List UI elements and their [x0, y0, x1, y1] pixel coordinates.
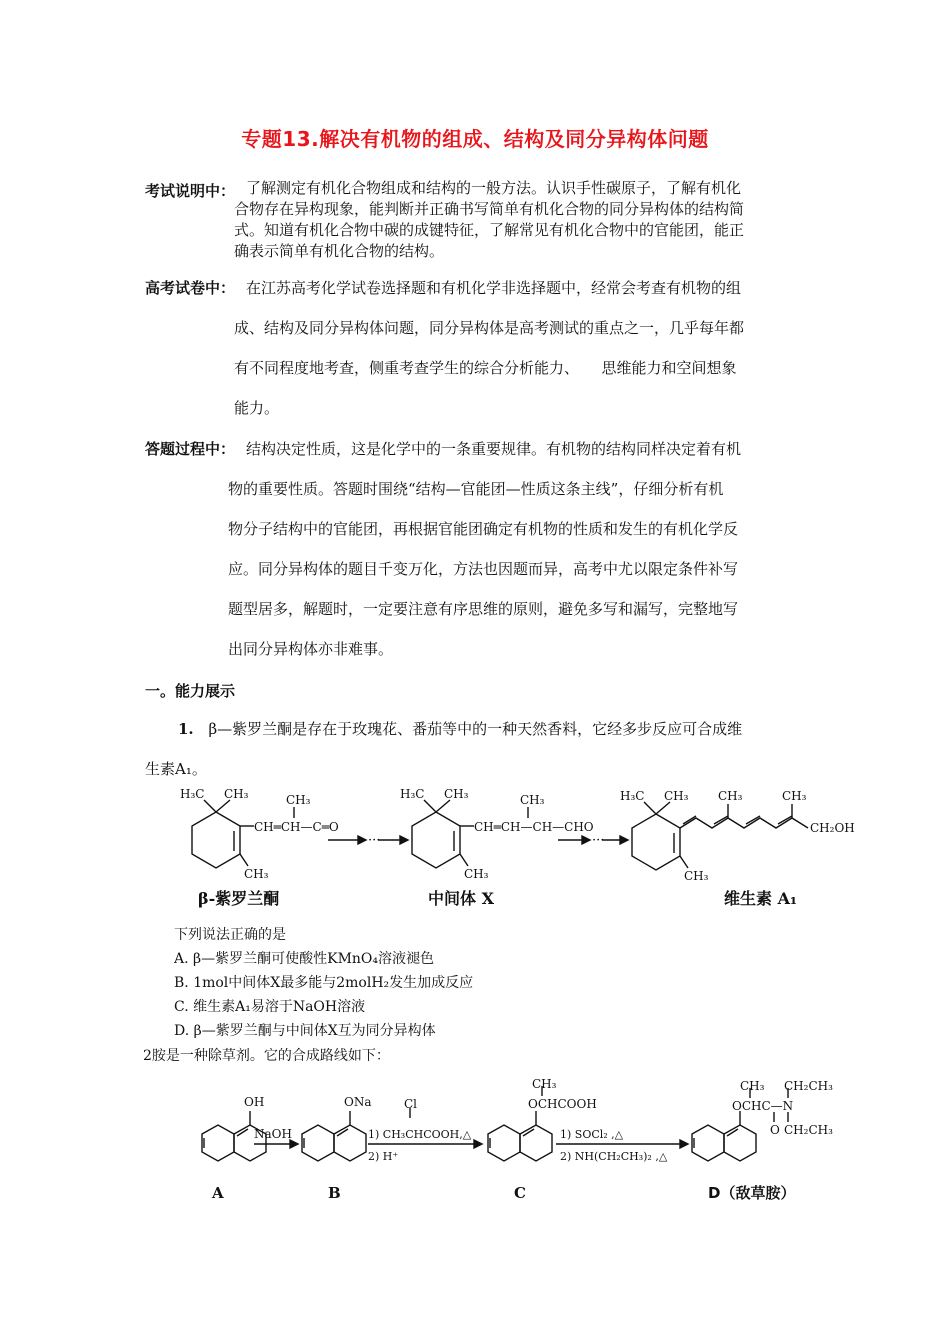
q1-ch3-label: CH₃	[244, 867, 269, 881]
q2-label-c: C	[514, 1184, 526, 1202]
q1-ch3-label: CH₃	[718, 789, 743, 803]
compound-beta-ionone: β-紫罗兰酮	[198, 889, 280, 908]
q2-step3-a: 1) SOCl₂ ,△	[560, 1128, 624, 1141]
ring-1	[192, 812, 240, 868]
q1-chain1: CH═CH—C═O	[254, 820, 339, 834]
q1-ch3-label: CH₃	[684, 869, 709, 883]
q2-step2-a: 1) CH₃CHCOOH,△	[368, 1128, 472, 1141]
q2-c-ch3: CH₃	[532, 1078, 557, 1091]
answering-line: 物分子结构中的官能团，再根据官能团确定有机物的性质和发生的有机化学反	[228, 520, 739, 538]
q2-d-o: O	[770, 1123, 780, 1137]
exam-desc-line: 式。知道有机化合物中碳的成键特征，了解常见有机化合物中的官能团，能正	[234, 221, 745, 239]
answering-line: 出同分异构体亦非难事。	[228, 640, 394, 658]
exam-desc-line: 合物存在异构现象，能判断并正确书写简单有机化合物的同分异构体的结构简	[234, 200, 745, 218]
q2-c-sub: OCHCOOH	[528, 1097, 597, 1111]
q2-label-a: A	[212, 1184, 224, 1202]
ring-3	[632, 814, 680, 870]
q2-step2-b: 2) H⁺	[368, 1150, 399, 1163]
compound-vitamin-a1: 维生素 A₁	[724, 889, 797, 908]
q1-stem-line: 生素A₁。	[145, 760, 207, 778]
exam-desc-label: 考试说明中：	[145, 182, 236, 200]
gaokao-line: 能力。	[234, 399, 280, 417]
q1-options	[174, 923, 473, 1043]
q2-stem: 2胺是一种除草剂。它的合成路线如下：	[143, 1048, 390, 1064]
q1-stem	[145, 718, 743, 779]
answering-text	[228, 438, 742, 678]
exam-desc-line: 了解测定有机化合物组成和结构的一般方法。认识手性碳原子，了解有机化	[246, 179, 742, 197]
q1-ch2oh: CH₂OH	[810, 821, 855, 835]
q1-prompt: 下列说法正确的是	[174, 927, 286, 943]
q2-d-sub: OCHC—N	[732, 1099, 794, 1113]
gaokao-label: 高考试卷中：	[145, 279, 236, 297]
q1-ch3-label: CH₃	[664, 789, 689, 803]
q1-number: 1.	[178, 720, 194, 738]
q2-d-ch3: CH₃	[740, 1079, 765, 1093]
q1-chain2: CH═CH—CH—CHO	[474, 820, 594, 834]
answering-line: 题型居多，解题时，一定要注意有序思维的原则，避免多写和漏写，完整地写	[228, 600, 739, 618]
compound-intermediate-x: 中间体 X	[428, 889, 494, 908]
q1-ch3-label: CH₃	[224, 787, 249, 801]
gaokao-line: 在江苏高考化学试卷选择题和有机化学非选择题中，经常会考查有机物的组	[246, 279, 742, 297]
polyene-chain	[680, 818, 808, 828]
q1-h3c-label-2: H₃C	[400, 787, 425, 801]
q1-ch3-label: CH₃	[782, 789, 807, 803]
gaokao-text	[234, 277, 745, 437]
gaokao-line: 有不同程度地考查，侧重考查学生的综合分析能力、 思维能力和空间想象	[234, 359, 737, 377]
q2-oh: OH	[244, 1095, 265, 1109]
page-title: 专题13.解决有机物的组成、结构及同分异构体问题	[241, 127, 709, 151]
q2-d-et1: CH₂CH₃	[784, 1079, 833, 1093]
q1-arrow-dots: ···	[368, 833, 381, 848]
q1-ch3-label: CH₃	[286, 793, 311, 807]
section-heading: 一。能力展示	[145, 682, 236, 700]
q1-ch3-label: CH₃	[520, 793, 545, 807]
answering-line: 结构决定性质，这是化学中的一条重要规律。有机物的结构同样决定着有机	[246, 440, 742, 458]
q2-synthesis-figure	[168, 1078, 868, 1210]
ring-2	[412, 812, 460, 868]
q2-cl: Cl	[404, 1097, 418, 1111]
q1-stem-line: β—紫罗兰酮是存在于玫瑰花、番茄等中的一种天然香料，它经多步反应可合成维	[208, 720, 743, 738]
exam-desc-text	[234, 178, 744, 262]
q1-option-a: A. β—紫罗兰酮可使酸性KMnO₄溶液褪色	[174, 951, 435, 967]
q2-step3-b: 2) NH(CH₂CH₃)₂ ,△	[560, 1150, 668, 1163]
q1-h3c-label-3: H₃C	[620, 789, 645, 803]
answering-line: 应。同分异构体的题目千变万化，方法也因题而异，高考中尤以限定条件补写	[228, 560, 739, 578]
q1-option-c: C. 维生素A₁易溶于NaOH溶液	[174, 999, 366, 1015]
q2-label-b: B	[328, 1184, 341, 1202]
q1-option-b: B. 1mol中间体X最多能与2molH₂发生加成反应	[174, 975, 474, 991]
q1-h3c-label-1: H₃C	[180, 787, 205, 801]
answering-label: 答题过程中：	[145, 440, 236, 458]
q1-reaction-figure	[168, 782, 868, 914]
q2-ona: ONa	[344, 1095, 372, 1109]
exam-desc-line: 确表示简单有机化合物的结构。	[234, 242, 445, 260]
q1-arrow-dots: ···	[592, 833, 605, 848]
answering-line: 物的重要性质。答题时围绕“结构—官能团—性质这条主线”，仔细分析有机	[228, 480, 724, 498]
q2-naoh: NaOH	[254, 1127, 292, 1141]
q1-ch3-label: CH₃	[444, 787, 469, 801]
gaokao-line: 成、结构及同分异构体问题，同分异构体是高考测试的重点之一，几乎每年都	[234, 319, 745, 337]
q1-ch3-label: CH₃	[464, 867, 489, 881]
q2-d-et2: CH₂CH₃	[784, 1123, 833, 1137]
q2-label-d: D（敌草胺）	[708, 1184, 796, 1202]
q1-option-d: D. β—紫罗兰酮与中间体X互为同分异构体	[174, 1023, 436, 1039]
